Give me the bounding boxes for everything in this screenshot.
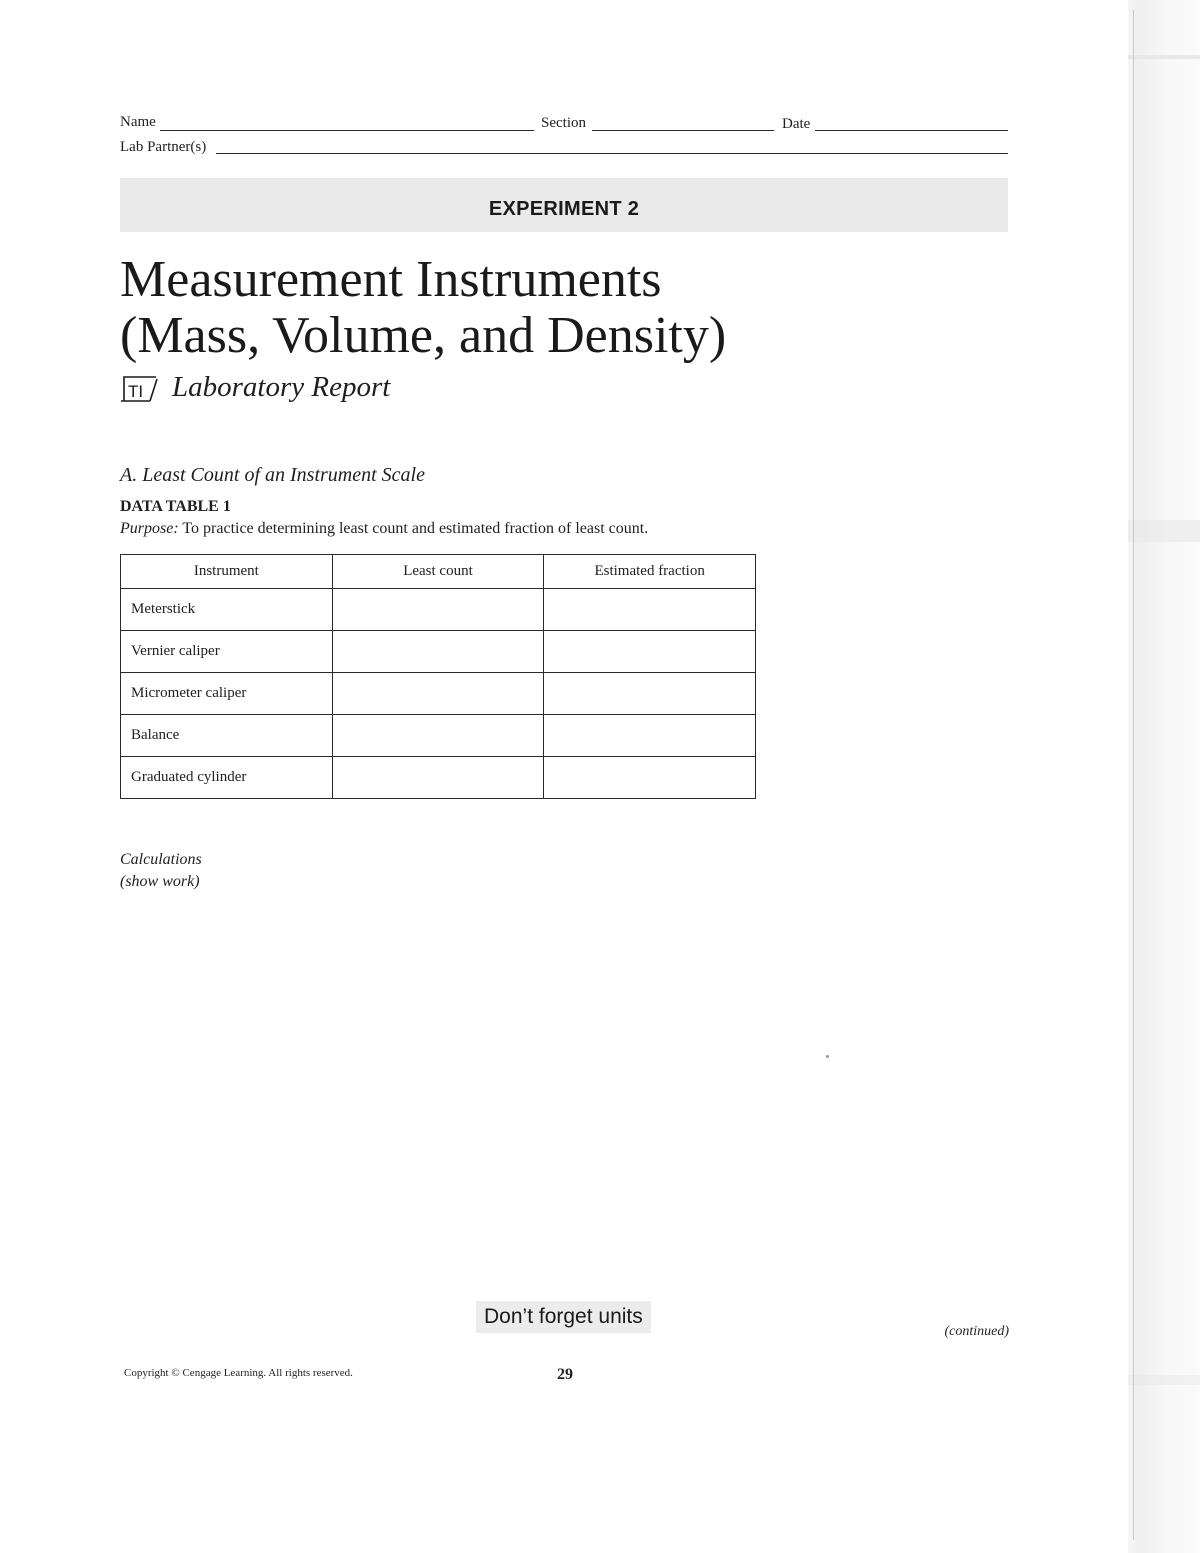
purpose-line bbox=[120, 519, 648, 539]
section-label: Section bbox=[541, 115, 586, 131]
data-table-caption: DATA TABLE 1 bbox=[120, 498, 231, 515]
purpose-label: Purpose: bbox=[120, 520, 179, 537]
experiment-banner bbox=[120, 178, 1008, 232]
table-row bbox=[121, 757, 756, 799]
experiment-number: EXPERIMENT 2 bbox=[488, 198, 640, 220]
copyright-notice: Copyright © Cengage Learning. All rights reserved. bbox=[124, 1367, 353, 1379]
binding-line bbox=[1133, 10, 1134, 1540]
estimated-fraction-cell[interactable] bbox=[544, 715, 756, 757]
lab-partners-field-line[interactable] bbox=[216, 153, 1008, 154]
data-table-1 bbox=[120, 554, 756, 799]
calculations-label: Calculations bbox=[120, 851, 202, 868]
instrument-cell: Meterstick bbox=[121, 589, 333, 631]
page-title-line-1: Measurement Instruments bbox=[120, 251, 662, 308]
least-count-cell[interactable] bbox=[332, 631, 544, 673]
calculations-note: (show work) bbox=[120, 873, 200, 890]
instrument-cell: Vernier caliper bbox=[121, 631, 333, 673]
ti-badge-icon bbox=[120, 373, 158, 403]
instrument-cell: Balance bbox=[121, 715, 333, 757]
table-row bbox=[121, 715, 756, 757]
least-count-cell[interactable] bbox=[332, 673, 544, 715]
table-header-row bbox=[121, 555, 756, 589]
continued-label: (continued) bbox=[944, 1324, 1009, 1339]
column-header-estimated-fraction: Estimated fraction bbox=[544, 555, 756, 589]
name-field-line[interactable] bbox=[160, 130, 534, 131]
least-count-cell[interactable] bbox=[332, 589, 544, 631]
instrument-cell: Graduated cylinder bbox=[121, 757, 333, 799]
binding-shadow bbox=[1128, 0, 1200, 1553]
ti-badge-text: TI bbox=[128, 382, 144, 401]
page-title-line-2: (Mass, Volume, and Density) bbox=[120, 307, 727, 364]
column-header-least-count: Least count bbox=[332, 555, 544, 589]
units-reminder-note: Don’t forget units bbox=[476, 1301, 651, 1333]
lab-partners-label: Lab Partner(s) bbox=[120, 139, 207, 155]
purpose-text: To practice determining least count and estimated fraction of least count. bbox=[182, 520, 649, 537]
table-row bbox=[121, 673, 756, 715]
estimated-fraction-cell[interactable] bbox=[544, 757, 756, 799]
least-count-cell[interactable] bbox=[332, 757, 544, 799]
table-row bbox=[121, 631, 756, 673]
column-header-instrument: Instrument bbox=[121, 555, 333, 589]
instrument-cell: Micrometer caliper bbox=[121, 673, 333, 715]
page-number: 29 bbox=[557, 1366, 573, 1383]
calculations-block bbox=[120, 849, 202, 893]
name-label: Name bbox=[120, 114, 156, 130]
section-field-line[interactable] bbox=[592, 130, 774, 131]
estimated-fraction-cell[interactable] bbox=[544, 589, 756, 631]
scan-speck bbox=[826, 1055, 829, 1058]
least-count-cell[interactable] bbox=[332, 715, 544, 757]
table-row bbox=[121, 589, 756, 631]
subtitle: Laboratory Report bbox=[172, 371, 391, 403]
section-a-heading: A. Least Count of an Instrument Scale bbox=[120, 464, 425, 486]
estimated-fraction-cell[interactable] bbox=[544, 631, 756, 673]
date-label: Date bbox=[782, 116, 811, 132]
estimated-fraction-cell[interactable] bbox=[544, 673, 756, 715]
date-field-line[interactable] bbox=[815, 130, 1008, 131]
